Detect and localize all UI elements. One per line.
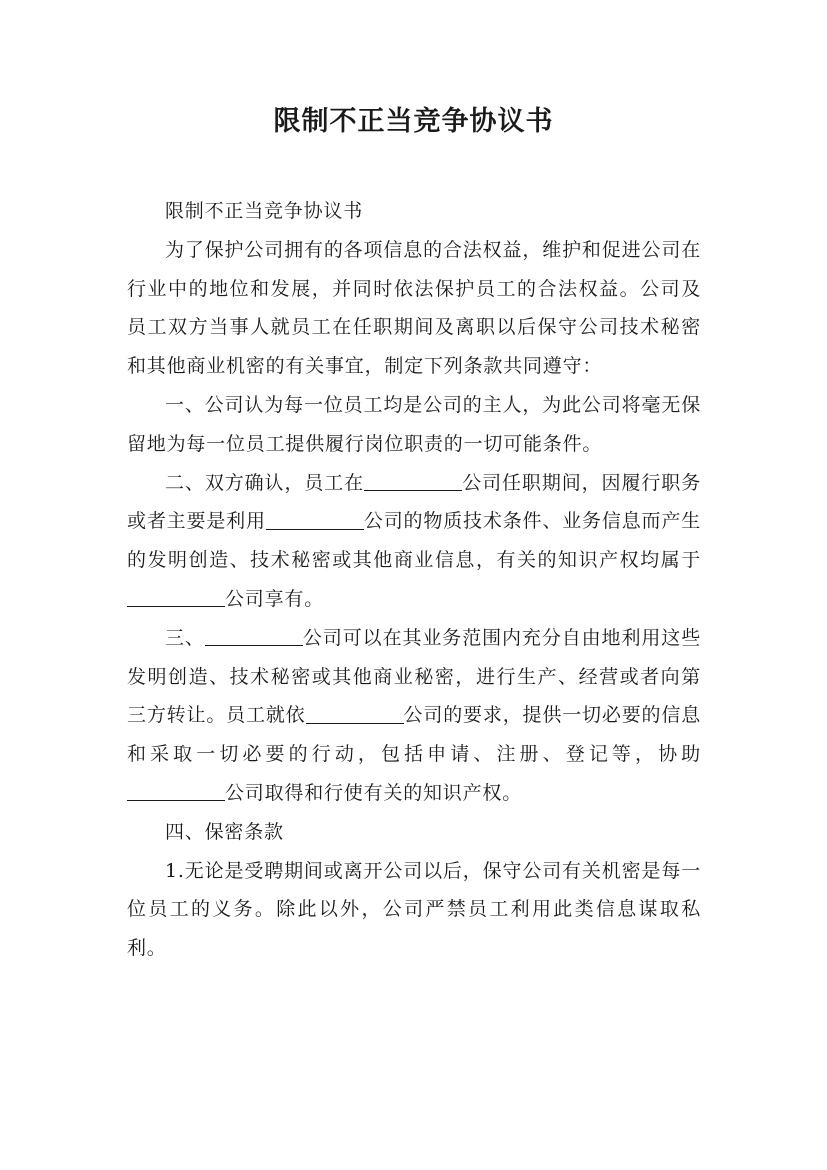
clause-4-item-1: 1.无论是受聘期间或离开公司以后，保守公司有关机密是每一位员工的义务。除此以外，公司严禁员工利用此类信息谋取私利。 <box>127 859 701 960</box>
clause-3-text-2: 公司可以在其业务范围内充分自由地利用这些发明创造、技术秘密或其他商业秘密，进行生产、经营或者向第三方转让。员工就依 <box>127 626 701 727</box>
intro-paragraph: 为了保护公司拥有的各项信息的合法权益，维护和促进公司在行业中的地位和发展，并同时依法保护员工的合法权益。公司及员工双方当事人就员工在任职期间及离职以后保守公司技术秘密和其他商业机密的有关事宜，制定下列条款共同遵守： <box>127 238 701 378</box>
company-name-blank <box>127 587 225 607</box>
clause-3-text-3: 公司的要求，提供一切必要的信息和采取一切必要的行动，包括申请、注册、登记等，协助 <box>127 704 701 766</box>
company-name-blank <box>266 510 364 530</box>
document-subtitle: 限制不正当竞争协议书 <box>165 200 364 222</box>
clause-2 <box>127 464 701 619</box>
company-name-blank <box>127 781 225 801</box>
company-name-blank <box>205 626 303 646</box>
document-body <box>127 192 701 968</box>
clause-1: 一、公司认为每一位员工均是公司的主人，为此公司将毫无保留地为每一位员工提供履行岗位职责的一切可能条件。 <box>127 393 701 455</box>
document-title: 限制不正当竞争协议书 <box>273 106 554 137</box>
company-name-blank <box>364 471 462 491</box>
clause-3-text-1: 三、 <box>165 626 205 649</box>
company-name-blank <box>306 704 404 724</box>
clause-4-heading: 四、保密条款 <box>165 820 284 843</box>
clause-2-text-3: 公司的物质技术条件、业务信息而产生的发明创造、技术秘密或其他商业信息，有关的知识产权均属于 <box>127 510 701 572</box>
clause-2-text-4: 公司享有。 <box>225 587 325 610</box>
clause-3-text-4: 公司取得和行使有关的知识产权。 <box>225 781 523 804</box>
clause-2-text-2: 公司任职期间，因履行职务或者主要是利用 <box>127 471 701 533</box>
clause-2-text-1: 二、双方确认，员工在 <box>165 471 365 494</box>
clause-3 <box>127 619 701 813</box>
